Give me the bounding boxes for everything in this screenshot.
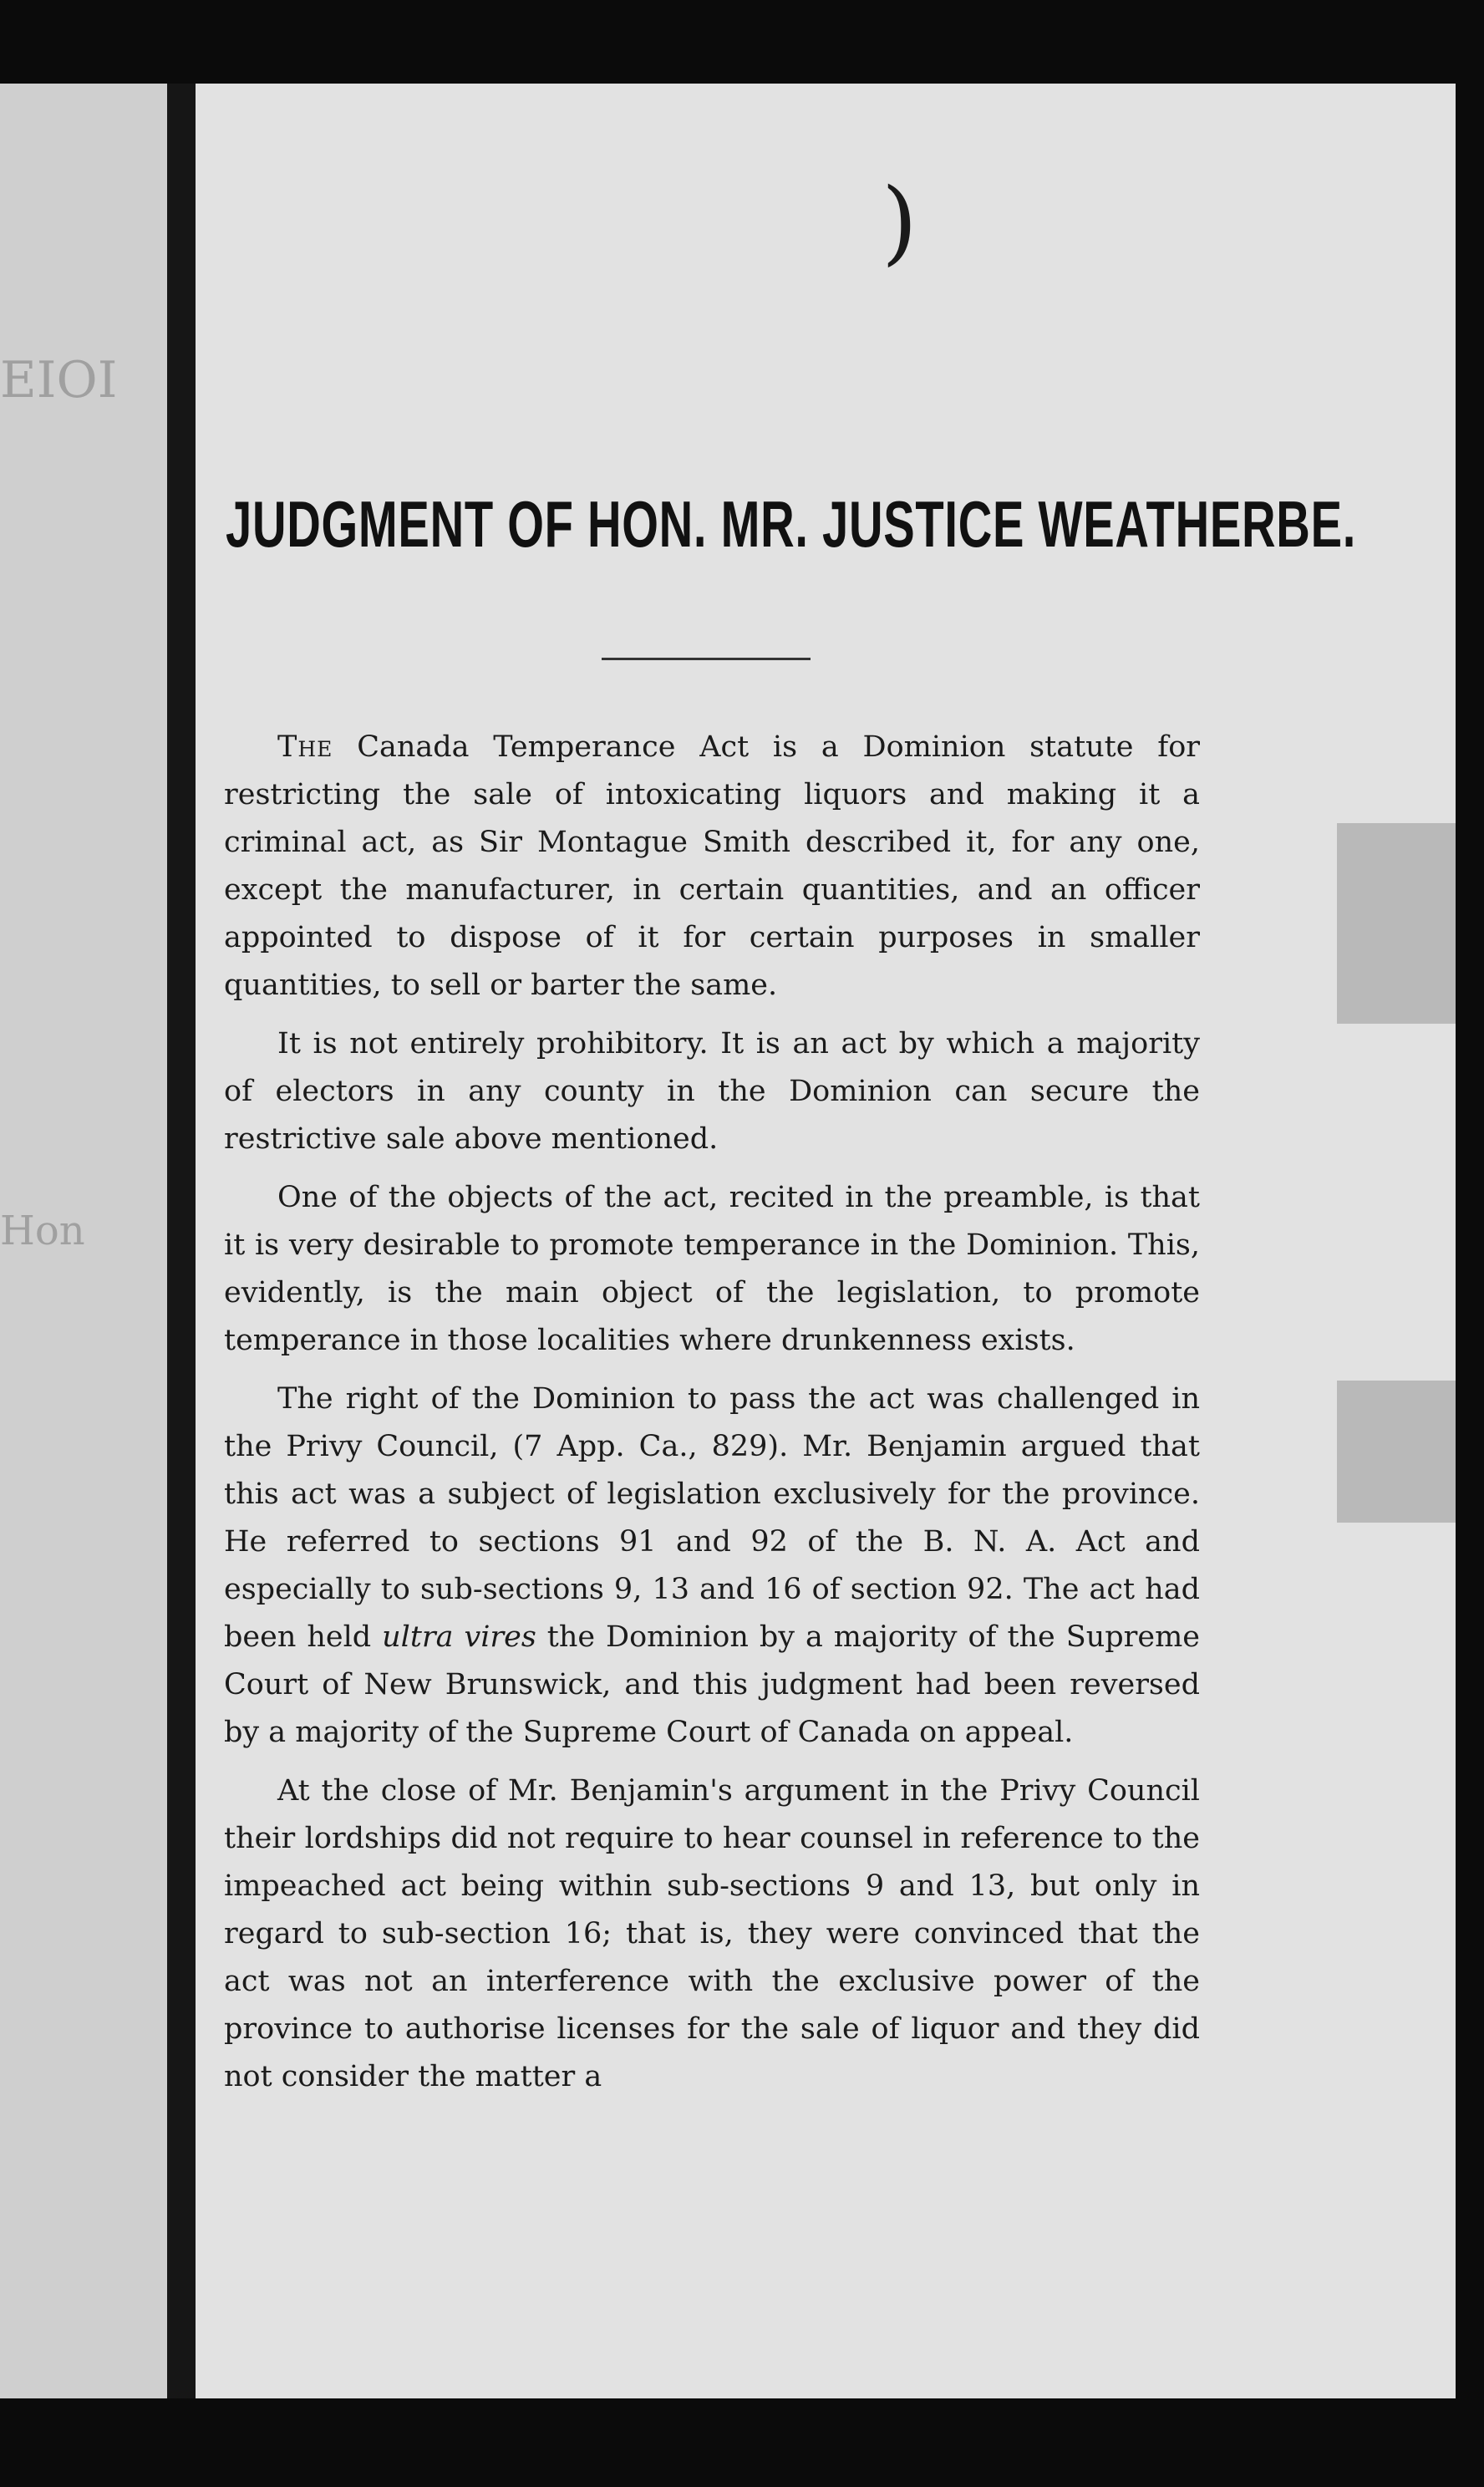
paragraph-text: the Dominion by a majority of the Supreme Court of New Brunswick, and this judgment had been reversed by a majority of the Supreme Court of Canada on appeal. xyxy=(224,1620,1200,1749)
paper-tab-marker xyxy=(1337,1381,1456,1523)
paragraph-text: One of the objects of the act, recited in the preamble, is that it is very desirable to promote temperance in the Dominion. This, evidently, is the main object of the legislation, to promote temperance in those localities where drunkenness exists. xyxy=(224,1181,1200,1357)
paragraph xyxy=(224,1767,1200,2101)
paper-tab-marker xyxy=(1337,823,1456,1024)
facing-page-edge xyxy=(0,84,175,2398)
paragraph-text: Canada Temperance Act is a Dominion statute for restricting the sale of intoxicating liquors and making it a criminal act, as Sir Montague Smith described it, for any one, except the manufacturer, in certain quantities, and an officer appointed to dispose of it for certain purposes in smaller quantities, to sell or barter the same. xyxy=(224,730,1200,1002)
paragraph-text: It is not entirely prohibitory. It is an act by which a majority of electors in any county in the Dominion can secure the restrictive sale above mentioned. xyxy=(224,1027,1200,1156)
italic-phrase: ultra vires xyxy=(382,1620,536,1654)
pencil-bracket-mark: ) xyxy=(882,168,917,275)
paragraph-lead-word: The xyxy=(277,730,333,764)
paragraph xyxy=(224,1376,1200,1757)
page-title: JUDGMENT OF HON. MR. JUSTICE WEATHERBE. xyxy=(226,487,1357,561)
facing-page-bleed-text: EIOI xyxy=(0,351,118,409)
paragraph-text: The right of the Dominion to pass the act was challenged in the Privy Council, (7 App. Ca., 829). Mr. Benjamin argued that this act was a subject of legislation exclusively for the province. He referred to sections 91 and 92 of the B. N. A. Act and especially to sub-sections 9, 13 and 16 of section 92. The act had been held xyxy=(224,1382,1200,1654)
paragraph xyxy=(224,724,1200,1010)
paragraph-text: At the close of Mr. Benjamin's argument in the Privy Council their lordships did not require to hear counsel in reference to the impeached act being within sub-sections 9 and 13, but only in regard to sub-section 16; that is, they were convinced that the act was not an interference with the exclusive power of the province to authorise licenses for the sale of liquor and they did not consider the matter a xyxy=(224,1774,1200,2093)
body-text xyxy=(224,724,1200,2112)
paragraph xyxy=(224,1174,1200,1365)
title-divider xyxy=(602,658,811,660)
paragraph xyxy=(224,1020,1200,1163)
facing-page-bleed-text: Hon xyxy=(0,1208,85,1254)
binding-gutter xyxy=(167,84,196,2398)
